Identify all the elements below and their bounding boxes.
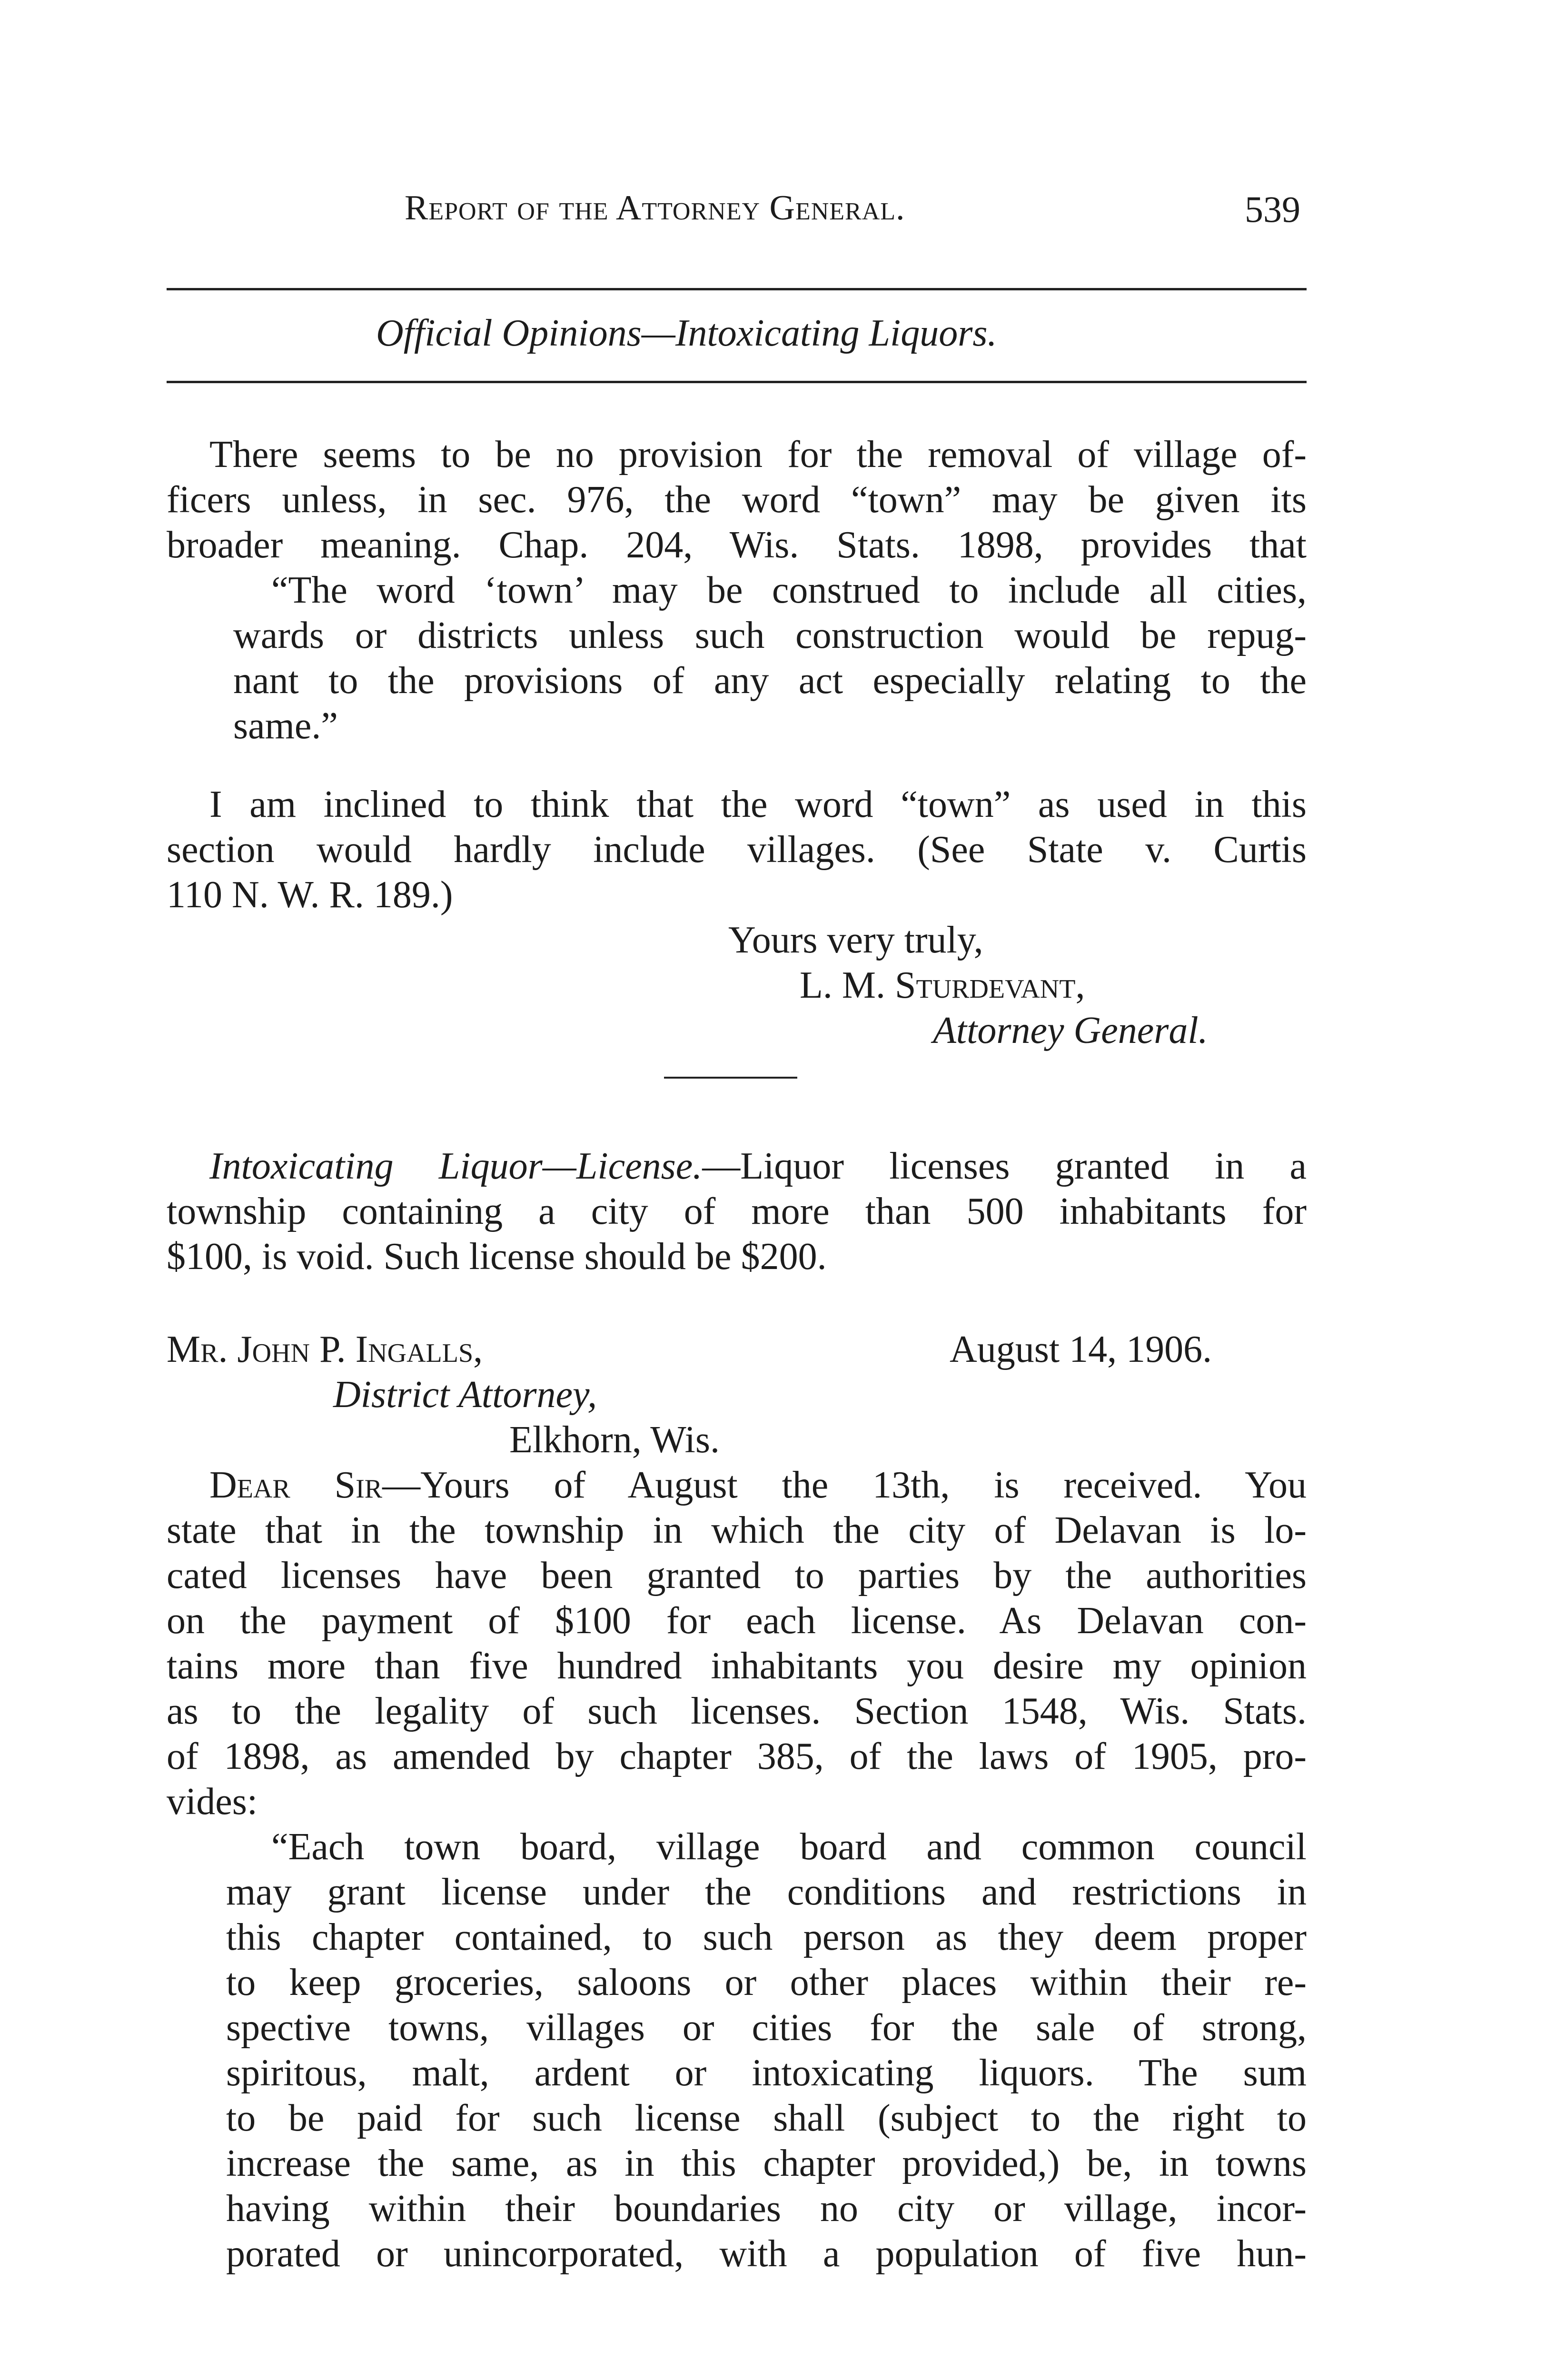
opinion1-signer: L. M. Sturdevant, [800, 964, 1085, 1006]
opinion2-addressee: Mr. John P. Ingalls, [167, 1329, 483, 1370]
opinion1-signer-title: Attorney General. [933, 1010, 1208, 1051]
opinion1-para1-line-3: broader meaning. Chap. 204, Wis. Stats. 1898, provides that [167, 524, 1307, 566]
opinion2-body-line-1 [209, 1466, 1307, 1504]
opinion1-closing: Yours very truly, [728, 919, 983, 961]
opinion2-quote-line-6: spiritous, malt, ardent or intoxicating liquors. The sum [226, 2052, 1307, 2094]
opinion2-headnote-line-1 [209, 1147, 1307, 1185]
opinion2-quote-line-3: this chapter contained, to such person as they deem proper [226, 1916, 1307, 1958]
opinion2-body-line-6: as to the legality of such licenses. Section 1548, Wis. Stats. [167, 1690, 1307, 1732]
opinion1-para1-line-1: There seems to be no provision for the removal of village of- [209, 434, 1307, 476]
opinion2-salutation: Dear Sir [209, 1464, 383, 1506]
opinion2-body-line-4: on the payment of $100 for each license. As Delavan con- [167, 1600, 1307, 1642]
opinion2-body-line-1-text: —Yours of August the 13th, is received. You [382, 1464, 1307, 1506]
opinion1-quote-line-2: wards or districts unless such construction would be repug- [233, 615, 1307, 656]
opinion2-body-line-8: vides: [167, 1781, 258, 1823]
opinion1-para1-line-2: ficers unless, in sec. 976, the word “town” may be given its [167, 479, 1307, 521]
opinion2-headnote-text: —Liquor licenses granted in a [702, 1145, 1307, 1187]
opinion2-quote-line-2: may grant license under the conditions and restrictions in [226, 1871, 1307, 1913]
section-title: Official Opinions—Intoxicating Liquors. [376, 312, 997, 354]
opinion2-body-line-7: of 1898, as amended by chapter 385, of the laws of 1905, pro- [167, 1735, 1307, 1777]
opinion1-para2-line-3: 110 N. W. R. 189.) [167, 874, 453, 916]
opinion2-quote-line-1: “Each town board, village board and common council [271, 1826, 1307, 1868]
opinion1-para2-line-1: I am inclined to think that the word “town” as used in this [209, 783, 1307, 825]
opinion2-quote-line-8: increase the same, as in this chapter provided,) be, in towns [226, 2142, 1307, 2184]
opinion2-quote-line-10: porated or unincorporated, with a population of five hun- [226, 2233, 1307, 2275]
opinion2-quote-line-9: having within their boundaries no city or village, incor- [226, 2188, 1307, 2230]
opinion2-quote-line-5: spective towns, villages or cities for the sale of strong, [226, 2007, 1307, 2049]
opinion2-body-line-3: cated licenses have been granted to parties by the authorities [167, 1555, 1307, 1597]
opinion2-headnote-line-3: $100, is void. Such license should be $200. [167, 1236, 827, 1278]
header-rule-bottom [167, 381, 1307, 383]
header-rule-top [167, 288, 1307, 290]
section-divider [664, 1077, 797, 1079]
opinion2-quote-line-4: to keep groceries, saloons or other places within their re- [226, 1962, 1307, 2003]
opinion2-body-line-5: tains more than five hundred inhabitants you desire my opinion [167, 1645, 1307, 1687]
opinion2-addressee-place: Elkhorn, Wis. [509, 1419, 720, 1461]
opinion1-para2-line-2: section would hardly include villages. (See State v. Curtis [167, 829, 1307, 871]
opinion1-quote-line-1: “The word ‘town’ may be construed to include all cities, [271, 569, 1307, 611]
opinion2-addressee-title: District Attorney, [333, 1374, 597, 1416]
opinion2-headnote-line-2: township containing a city of more than 500 inhabitants for [167, 1190, 1307, 1232]
opinion2-body-line-2: state that in the township in which the city of Delavan is lo- [167, 1509, 1307, 1551]
opinion1-quote-line-3: nant to the provisions of any act especially relating to the [233, 660, 1307, 702]
opinion2-date: August 14, 1906. [950, 1329, 1212, 1370]
running-head: Report of the Attorney General. [405, 188, 905, 228]
opinion2-quote-line-7: to be paid for such license shall (subject to the right to [226, 2097, 1307, 2139]
opinion2-headnote-topic: Intoxicating Liquor—License. [209, 1145, 703, 1187]
opinion1-quote-line-4: same.” [233, 705, 338, 747]
page-number: 539 [1245, 188, 1300, 230]
